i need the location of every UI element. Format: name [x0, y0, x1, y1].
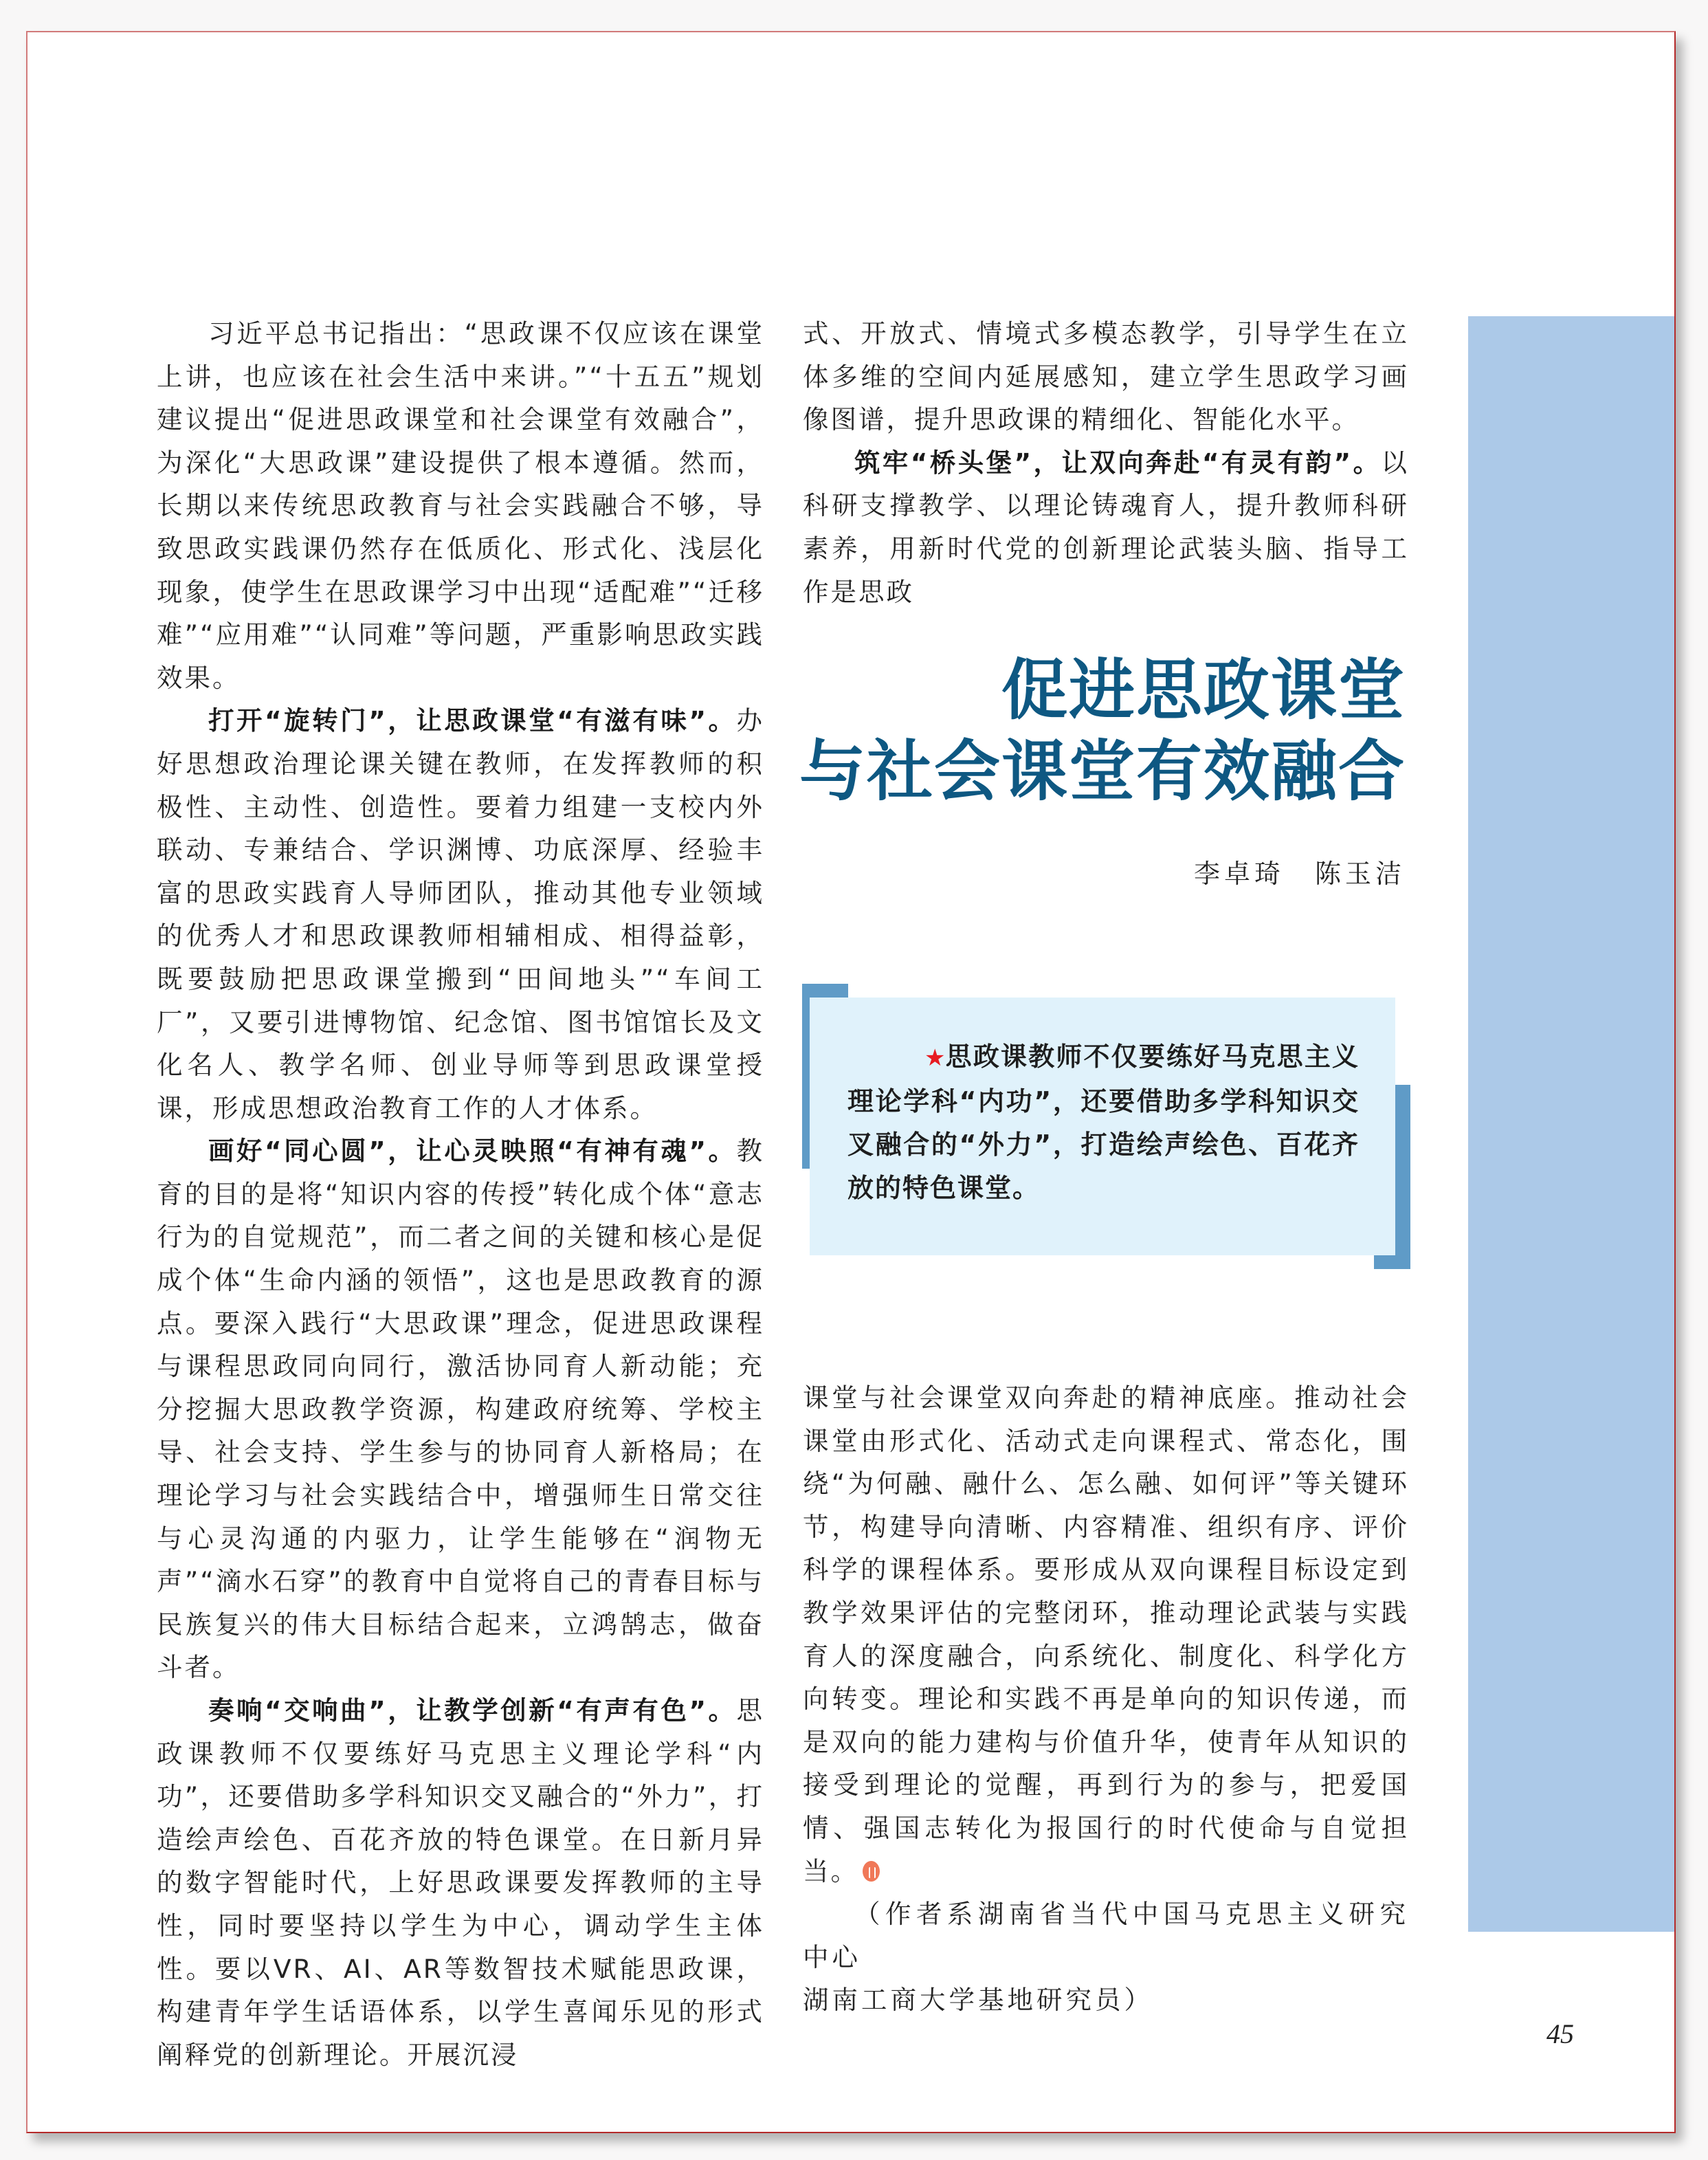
section-body-4-continued — [803, 1376, 1409, 1893]
section-paragraph-2 — [157, 1129, 764, 1689]
right-column-top — [803, 312, 1409, 613]
left-column — [157, 312, 764, 2076]
section-heading-1: 打开“旋转门”，让思政课堂“有滋有味”。 — [208, 705, 737, 736]
pull-quote-body: 思政课教师不仅要练好马克思主义理论学科“内功”，还要借助多学科知识交叉融合的“外力”，打造绘声绘色、百花齐放的特色课堂。 — [847, 1042, 1360, 1203]
pull-quote-box — [810, 998, 1395, 1255]
right-column-bottom — [803, 1376, 1409, 2022]
section-body-4-bottom: 课堂与社会课堂双向奔赴的精神底座。推动社会课堂由形式化、活动式走向课程式、常态化，围绕“为何融、融什么、怎么融、如何评”等关键环节，构建导向清晰、内容精准、组织有序、评价科学的课程体系。要形成从双向课程目标设定到教学效果评估的完整闭环，推动理论武装与实践育人的深度融合，向系统化、制度化、科学化方向转变。理论和实践不再是单向的知识传递，而是双向的能力建构与价值升华，使青年从知识的接受到理论的觉醒，再到行为的参与，把爱国情、强国志转化为报国行的时代使命与自觉担当。 — [803, 1382, 1409, 1886]
title-line-1: 促进思政课堂 — [1001, 651, 1406, 729]
title-line-2: 与社会课堂有效融合 — [799, 732, 1406, 810]
author-affiliation-line-1: （作者系湖南省当代中国马克思主义研究中心 — [803, 1899, 1409, 1972]
section-paragraph-1 — [157, 699, 764, 1129]
article-title — [799, 650, 1406, 812]
section-heading-2: 画好“同心圆”，让心灵映照“有神有魂”。 — [208, 1136, 737, 1167]
pull-quote-text — [847, 1035, 1360, 1210]
intro-paragraph: 习近平总书记指出：“思政课不仅应该在课堂上讲，也应该在社会生活中来讲。”“十五五”规划建议提出“促进思政课堂和社会课堂有效融合”，为深化“大思政课”建设提供了根本遵循。然而，长期以来传统思政教育与社会实践融合不够，导致思政实践课仍然存在低质化、形式化、浅层化现象，使学生在思政课学习中出现“适配难”“迁移难”“应用难”“认同难”等问题，严重影响思政实践效果。 — [157, 318, 764, 693]
section-paragraph-4 — [803, 441, 1409, 613]
section-body-3: 思政课教师不仅要练好马克思主义理论学科“内功”，还要借助多学科知识交叉融合的“外力”，打造绘声绘色、百花齐放的特色课堂。在日新月异的数字智能时代，上好思政课要发挥教师的主导性，同时要坚持以学生为中心，调动学生主体性。要以VR、AI、AR等数智技术赋能思政课，构建青年学生话语体系，以学生喜闻乐见的形式阐释党的创新理论。开展沉浸 — [157, 1695, 764, 2070]
section-body-4-top: 以科研支撑教学、以理论铸魂育人，提升教师科研素养，用新时代党的创新理论武装头脑、指导工作是思政 — [803, 447, 1409, 607]
section-heading-3: 奏响“交响曲”，让教学创新“有声有色”。 — [208, 1695, 737, 1726]
author-affiliation-line-2: 湖南工商大学基地研究员） — [803, 1985, 1153, 2016]
end-of-article-icon — [863, 1861, 880, 1882]
section-body-2: 教育的目的是将“知识内容的传授”转化成个体“意志行为的自觉规范”，而二者之间的关键和核心是促成个体“生命内涵的领悟”，这也是思政教育的源点。要深入践行“大思政课”理念，促进思政课程与课程思政同向同行，激活协同育人新动能；充分挖掘大思政教学资源，构建政府统筹、学校主导、社会支持、学生参与的协同育人新格局；在理论学习与社会实践结合中，增强师生日常交往与心灵沟通的内驱力，让学生能够在“润物无声”“滴水石穿”的教育中自觉将自己的青春目标与民族复兴的伟大目标结合起来，立鸿鹄志，做奋斗者。 — [157, 1136, 764, 1683]
page-number: 45 — [1546, 2018, 1574, 2049]
section-paragraph-3 — [157, 1689, 764, 2076]
continuation-paragraph: 式、开放式、情境式多模态教学，引导学生在立体多维的空间内延展感知，建立学生思政学习画像图谱，提升思政课的精细化、智能化水平。 — [803, 318, 1409, 435]
article-authors: 李卓琦 陈玉洁 — [1193, 859, 1406, 889]
decorative-side-bar — [1468, 316, 1674, 1932]
section-heading-4: 筑牢“桥头堡”，让双向奔赴“有灵有韵”。 — [854, 447, 1382, 478]
star-icon: ★ — [924, 1044, 946, 1072]
section-body-1: 办好思想政治理论课关键在教师，在发挥教师的积极性、主动性、创造性。要着力组建一支校内外联动、专兼结合、学识渊博、功底深厚、经验丰富的思政实践育人导师团队，推动其他专业领域的优秀人才和思政课教师相辅相成、相得益彰，既要鼓励把思政课堂搬到“田间地头”“车间工厂”，又要引进博物馆、纪念馆、图书馆馆长及文化名人、教学名师、创业导师等到思政课堂授课，形成思想政治教育工作的人才体系。 — [157, 705, 764, 1123]
